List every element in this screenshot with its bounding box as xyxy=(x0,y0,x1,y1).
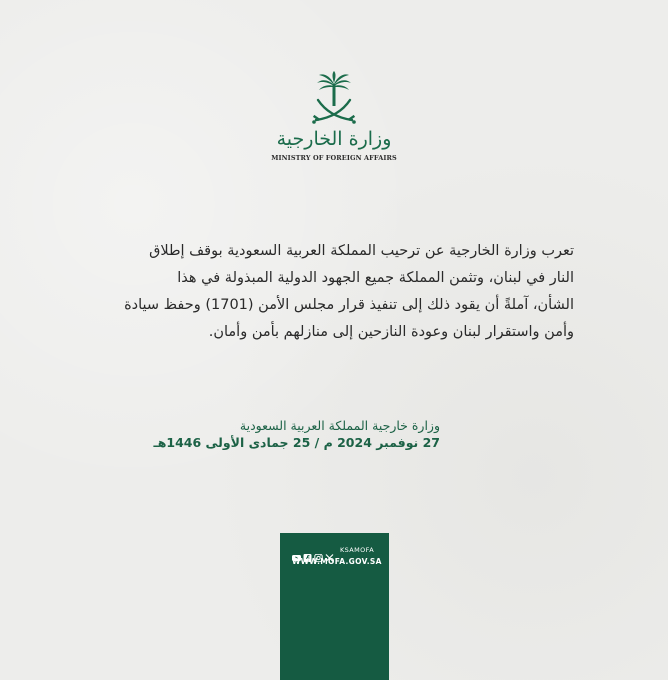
ministry-logo xyxy=(270,70,398,170)
statement-text xyxy=(96,238,574,346)
statement-line: وأمن واستقرار لبنان وعودة النازحين إلى منازلهم بأمن وأمان. xyxy=(208,324,574,340)
logo-english-title: MINISTRY OF FOREIGN AFFAIRS xyxy=(271,154,397,162)
youtube-icon[interactable] xyxy=(292,547,301,555)
instagram-icon[interactable] xyxy=(314,547,323,555)
statement-line: الشأن، آملةً أن يقود ذلك إلى تنفيذ قرار مجلس الأمن (1701) وحفظ سيادة xyxy=(124,297,574,313)
social-handle: KSAMOFA xyxy=(340,546,375,554)
statement-line: تعرب وزارة الخارجية عن ترحيب المملكة العربية السعودية بوقف إطلاق xyxy=(149,243,574,259)
social-links xyxy=(292,546,374,555)
logo-arabic-title: وزارة الخارجية xyxy=(276,128,392,150)
signature-issuer: وزارة خارجية المملكة العربية السعودية xyxy=(239,418,440,433)
statement-line: النار في لبنان، وتثمن المملكة جميع الجهود الدولية المبذولة في هذا xyxy=(177,270,574,286)
signature-block xyxy=(150,418,440,452)
facebook-icon[interactable] xyxy=(303,547,312,555)
website-link[interactable]: WWW.MOFA.GOV.SA xyxy=(292,557,382,566)
footer-panel xyxy=(280,533,389,680)
signature-date: 27 نوفمبر 2024 م / 25 جمادى الأولى 1446هـ xyxy=(153,435,440,450)
saudi-emblem-palm-swords-icon xyxy=(310,70,358,126)
x-icon[interactable] xyxy=(325,547,334,555)
